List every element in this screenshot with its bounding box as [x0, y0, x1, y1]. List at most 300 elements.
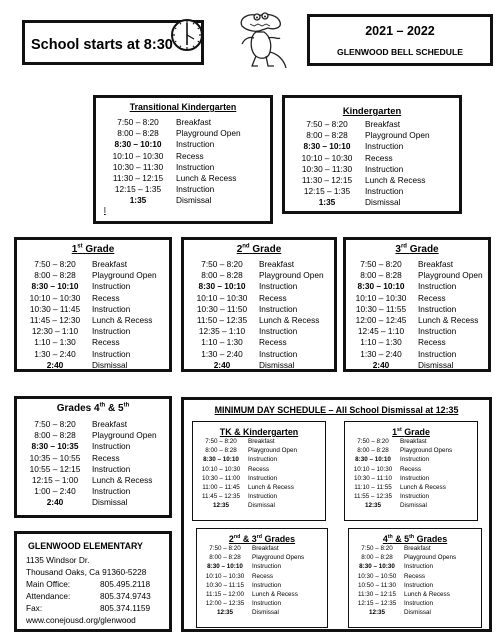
- schedule-time: 8:00 – 8:28: [209, 554, 241, 562]
- schedule-row: [96, 151, 270, 162]
- schedule-row: [193, 437, 325, 446]
- schedule-row: [184, 270, 334, 281]
- schedule-row: [96, 162, 270, 173]
- schedule-time: 12:35 – 1:10: [198, 326, 246, 337]
- schedule-row: [345, 501, 477, 510]
- schedule-activity: Lunch & Recess: [252, 590, 298, 598]
- schedule-time: 10:30 – 10:50: [357, 572, 397, 580]
- schedule-activity: Recess: [92, 452, 120, 463]
- schedule-time: 7:50 – 8:20: [201, 259, 243, 269]
- schedule-activity: Recess: [176, 150, 204, 161]
- year-header-box: [307, 14, 493, 66]
- schedule-row: [345, 492, 477, 501]
- schedule-activity: Instruction: [400, 474, 430, 482]
- schedule-time: 10:10 – 10:30: [355, 292, 407, 303]
- schedule-time: 8:00 – 8:28: [117, 128, 159, 139]
- schedule-time: 7:50 – 8:20: [34, 419, 76, 429]
- schedule-row: [345, 483, 477, 492]
- schedule-activity: Instruction: [404, 600, 434, 608]
- schedule-time: 8:30 – 10:35: [31, 441, 79, 452]
- schedule-time: 12:00 – 12:35: [205, 600, 245, 608]
- schedule-row: [346, 281, 488, 292]
- schedule-time: 10:30 – 11:50: [196, 303, 248, 314]
- schedule-activity: Playground Open: [92, 270, 157, 281]
- address-line-1: 1135 Windsor Dr.: [26, 555, 90, 565]
- schedule-activity: Lunch & Recess: [176, 172, 237, 183]
- schedule-time: 11:30 – 12:15: [357, 590, 397, 598]
- schedule-activity: Dismissal: [365, 197, 401, 208]
- grade-3-rows: [346, 259, 488, 371]
- schedule-time: 7:50 – 8:20: [361, 545, 393, 552]
- schedule-row: [193, 465, 325, 474]
- schedule-time: 8:00 – 8:28: [34, 270, 76, 281]
- schedule-activity: Playground Opens: [404, 554, 457, 562]
- schedule-row: [349, 599, 481, 608]
- schedule-activity: Playground Open: [418, 270, 483, 281]
- schedule-activity: Instruction: [365, 163, 404, 174]
- schedule-row: [96, 184, 270, 195]
- schedule-time: 12:15 – 1:35: [303, 186, 351, 197]
- schedule-row: [193, 474, 325, 483]
- schedule-time: 1:30 – 2:40: [34, 348, 76, 359]
- schedule-activity: Dismissal: [400, 502, 427, 510]
- schedule-activity: Instruction: [252, 563, 282, 571]
- schedule-time: 10:10 – 10:30: [29, 292, 81, 303]
- schedule-row: [349, 581, 481, 590]
- schedule-time: 10:35 – 10:55: [29, 452, 81, 463]
- schedule-time: 11:45 – 12:35: [201, 493, 241, 501]
- schedule-time: 11:00 – 11:45: [202, 483, 240, 491]
- schedule-row: [17, 270, 169, 281]
- schedule-time: 8:30 – 10:10: [207, 563, 243, 571]
- schedule-row: [193, 446, 325, 455]
- schedule-activity: Instruction: [404, 563, 434, 571]
- grades-4-5-rows: [17, 419, 169, 509]
- schedule-row: [346, 293, 488, 304]
- schedule-row: [349, 544, 481, 553]
- schedule-row: [17, 293, 169, 304]
- schedule-time: 2:40: [46, 359, 64, 370]
- schedule-activity: Instruction: [259, 326, 298, 337]
- schedule-time: 8:30 – 10:10: [31, 281, 79, 292]
- schedule-row: [285, 186, 459, 197]
- schedule-time: 8:00 – 8:28: [357, 447, 389, 455]
- tk-schedule: [93, 95, 273, 224]
- schedule-activity: Recess: [418, 337, 446, 348]
- main-office-line: Main Office: 805.495.2118: [26, 579, 151, 589]
- schedule-activity: Instruction: [259, 281, 298, 292]
- minimum-day-title: MINIMUM DAY SCHEDULE – All School Dismissal at 12:35: [214, 405, 459, 415]
- kindergarten-schedule: [282, 95, 462, 214]
- schedule-activity: Instruction: [400, 456, 430, 464]
- schedule-activity: Breakfast: [252, 545, 279, 552]
- schedule-row: [17, 441, 169, 452]
- website-link[interactable]: www.conejousd.org/glenwood: [26, 615, 136, 625]
- schedule-time: 10:50 – 11:30: [357, 581, 397, 589]
- schedule-time: 10:30 – 11:45: [29, 303, 81, 314]
- schedule-row: [197, 581, 327, 590]
- schedule-time: 10:10 – 10:30: [196, 292, 248, 303]
- schedule-activity: Breakfast: [92, 419, 128, 429]
- schedule-time: 1:35: [129, 195, 147, 206]
- schedule-row: [17, 464, 169, 475]
- schedule-activity: Dismissal: [404, 609, 431, 617]
- schedule-row: [96, 173, 270, 184]
- schedule-time: 2:40: [213, 359, 231, 370]
- schedule-row: [17, 337, 169, 348]
- clock-icon: [170, 18, 204, 52]
- schedule-row: [96, 139, 270, 150]
- schedule-activity: Dismissal: [252, 609, 279, 617]
- schedule-row: [285, 130, 459, 141]
- schedule-row: [184, 360, 334, 371]
- min-grades-2-3-schedule: [196, 528, 328, 628]
- schedule-row: [184, 259, 334, 270]
- schedule-time: 7:50 – 8:20: [306, 119, 348, 129]
- schedule-row: [346, 259, 488, 270]
- grade-2-title: 2nd Grade: [236, 243, 282, 255]
- schedule-time: 12:35: [364, 502, 382, 510]
- grade-1-schedule: [14, 237, 172, 372]
- schedule-row: [346, 349, 488, 360]
- schedule-row: [193, 455, 325, 464]
- tk-title: Transitional Kindergarten: [129, 102, 237, 112]
- schedule-time: 1:30 – 2:40: [360, 348, 402, 359]
- schedule-row: [197, 544, 327, 553]
- schedule-time: 8:30 – 10:10: [355, 456, 391, 464]
- min-grade-1-title: 1st Grade: [392, 427, 430, 437]
- schedule-activity: Instruction: [404, 581, 434, 589]
- schedule-time: 10:30 – 11:00: [201, 474, 241, 482]
- schedule-activity: Dismissal: [176, 195, 212, 206]
- schedule-time: 8:30 – 10:30: [359, 563, 395, 571]
- schedule-row: [193, 492, 325, 501]
- schedule-activity: Instruction: [252, 600, 282, 608]
- schedule-activity: Recess: [259, 292, 287, 303]
- schedule-row: [346, 360, 488, 371]
- schedule-row: [17, 259, 169, 270]
- schedule-activity: Instruction: [92, 463, 131, 474]
- schedule-row: [197, 572, 327, 581]
- schedule-activity: Instruction: [418, 281, 457, 292]
- schedule-activity: Playground Opens: [252, 554, 305, 562]
- schedule-activity: Playground Open: [92, 430, 157, 441]
- schedule-activity: Instruction: [252, 581, 282, 589]
- schedule-activity: Instruction: [259, 303, 298, 314]
- schedule-activity: Breakfast: [365, 119, 401, 129]
- schedule-activity: Lunch & Recess: [404, 590, 450, 598]
- schedule-time: 11:30 – 12:15: [112, 172, 164, 183]
- schedule-row: [346, 337, 488, 348]
- schedule-activity: Breakfast: [92, 259, 128, 269]
- schedule-activity: Instruction: [92, 348, 131, 359]
- schedule-time: 12:15 – 12:35: [357, 600, 397, 608]
- schedule-row: [184, 315, 334, 326]
- schedule-activity: Instruction: [248, 456, 278, 464]
- schedule-activity: Lunch & Recess: [418, 314, 479, 325]
- schedule-activity: Dismissal: [259, 359, 295, 370]
- schedule-row: [17, 360, 169, 371]
- schedule-activity: Lunch & Recess: [365, 174, 426, 185]
- schedule-row: [349, 608, 481, 617]
- schedule-time: 11:10 – 11:55: [354, 483, 392, 491]
- schedule-activity: Instruction: [418, 303, 457, 314]
- schedule-time: 8:30 – 10:10: [114, 139, 162, 150]
- schedule-activity: Instruction: [92, 326, 131, 337]
- schedule-activity: Breakfast: [259, 259, 295, 269]
- schedule-row: [184, 337, 334, 348]
- school-contact-box: [14, 531, 172, 632]
- school-name: GLENWOOD ELEMENTARY: [28, 541, 143, 551]
- schedule-time: 10:10 – 10:30: [205, 572, 245, 580]
- schedule-row: [17, 349, 169, 360]
- schedule-activity: Breakfast: [400, 438, 427, 445]
- schedule-row: [285, 153, 459, 164]
- schedule-activity: Playground Open: [176, 128, 241, 139]
- schedule-activity: Lunch & Recess: [259, 314, 320, 325]
- schedule-row: [349, 553, 481, 562]
- schedule-activity: Lunch & Recess: [92, 474, 153, 485]
- schedule-activity: Dismissal: [92, 497, 128, 508]
- schedule-row: [17, 419, 169, 430]
- schedule-row: [17, 326, 169, 337]
- grade-1-title: 1st Grade: [71, 243, 115, 255]
- min-grades-2-3-rows: [197, 544, 327, 618]
- schedule-time: 12:45 – 1:10: [357, 326, 405, 337]
- schedule-time: 8:30 – 10:10: [203, 456, 239, 464]
- min-grades-2-3-title: 2nd & 3rd Grades: [228, 534, 296, 544]
- schedule-time: 1:10 – 1:30: [201, 337, 243, 348]
- schedule-row: [193, 483, 325, 492]
- schedule-row: [17, 497, 169, 508]
- schedule-time: 10:10 – 10:30: [301, 152, 353, 163]
- schedule-time: 10:30 – 11:30: [301, 163, 353, 174]
- schedule-row: [346, 326, 488, 337]
- schedule-time: 11:45 – 12:30: [29, 314, 81, 325]
- grade-3-title: 3rd Grade: [395, 243, 439, 255]
- schedule-row: [346, 304, 488, 315]
- schedule-time: 8:00 – 8:28: [34, 430, 76, 441]
- schedule-time: 11:55 – 12:35: [353, 493, 393, 501]
- schedule-activity: Instruction: [418, 348, 457, 359]
- schedule-activity: Instruction: [418, 326, 457, 337]
- min-grade-1-schedule: [344, 421, 478, 521]
- schedule-time: 10:30 – 11:15: [205, 581, 245, 589]
- schedule-activity: Instruction: [400, 493, 430, 501]
- schedule-time: 8:00 – 8:28: [360, 270, 402, 281]
- schedule-activity: Instruction: [176, 139, 215, 150]
- schedule-time: 10:30 – 11:55: [355, 303, 407, 314]
- schedule-activity: Breakfast: [248, 438, 275, 445]
- minimum-day-schedule: [181, 397, 492, 632]
- schedule-time: 11:50 – 12:35: [196, 314, 248, 325]
- schedule-row: [349, 572, 481, 581]
- min-grades-4-5-rows: [349, 544, 481, 618]
- schedule-row: [197, 562, 327, 571]
- schedule-time: 12:35: [368, 609, 386, 617]
- schedule-time: 10:10 – 10:30: [201, 465, 241, 473]
- schedule-activity: Dismissal: [418, 359, 454, 370]
- schedule-time: 12:30 – 1:10: [31, 326, 79, 337]
- schedule-row: [349, 590, 481, 599]
- grade-2-rows: [184, 259, 334, 371]
- schedule-row: [345, 455, 477, 464]
- schedule-activity: Recess: [252, 572, 273, 580]
- schedule-row: [184, 326, 334, 337]
- schedule-activity: Instruction: [248, 493, 278, 501]
- attendance-line: Attendance: 805.374.9743: [26, 591, 151, 601]
- bell-schedule-title: GLENWOOD BELL SCHEDULE: [337, 47, 463, 57]
- schedule-time: 7:50 – 8:20: [360, 259, 402, 269]
- schedule-activity: Instruction: [248, 474, 278, 482]
- schedule-activity: Recess: [404, 572, 425, 580]
- schedule-time: 8:30 – 10:10: [357, 281, 405, 292]
- schedule-activity: Lunch & Recess: [92, 314, 153, 325]
- schedule-time: 7:50 – 8:20: [209, 545, 241, 552]
- school-start-label: School starts at 8:30: [31, 37, 173, 53]
- schedule-row: [184, 281, 334, 292]
- schedule-time: 1:30 – 2:40: [201, 348, 243, 359]
- schedule-activity: Dismissal: [248, 502, 275, 510]
- schedule-time: 8:30 – 10:10: [303, 141, 351, 152]
- schedule-time: 10:55 – 12:15: [29, 463, 81, 474]
- schedule-row: [17, 304, 169, 315]
- min-tk-k-schedule: [192, 421, 326, 521]
- schedule-activity: Instruction: [365, 186, 404, 197]
- schedule-activity: Recess: [418, 292, 446, 303]
- schedule-time: 12:35: [216, 609, 234, 617]
- schedule-row: [96, 128, 270, 139]
- schedule-row: [17, 475, 169, 486]
- schedule-time: 7:50 – 8:20: [34, 259, 76, 269]
- schedule-row: [184, 293, 334, 304]
- schedule-activity: Lunch & Recess: [248, 483, 294, 491]
- schedule-activity: Recess: [92, 337, 120, 348]
- schedule-row: [285, 175, 459, 186]
- schedule-time: 7:50 – 8:20: [117, 117, 159, 127]
- schedule-row: [285, 164, 459, 175]
- schedule-activity: Breakfast: [176, 117, 212, 127]
- min-grade-1-rows: [345, 437, 477, 511]
- schedule-activity: Instruction: [365, 141, 404, 152]
- grades-4-5-title: Grades 4th & 5th: [56, 402, 130, 414]
- min-grades-4-5-title: 4th & 5th Grades: [382, 534, 448, 544]
- schedule-activity: Playground Open: [248, 447, 298, 455]
- kindergarten-rows: [285, 119, 459, 209]
- schedule-time: 10:30 – 11:10: [353, 474, 393, 482]
- schedule-row: [197, 553, 327, 562]
- schedule-activity: Recess: [92, 292, 120, 303]
- schedule-row: [193, 501, 325, 510]
- schedule-time: 1:10 – 1:30: [360, 337, 402, 348]
- schedule-time: 7:50 – 8:20: [357, 438, 389, 445]
- schedule-activity: Instruction: [92, 281, 131, 292]
- schedule-activity: Playground Open: [259, 270, 324, 281]
- schedule-time: 8:00 – 8:28: [201, 270, 243, 281]
- schedule-time: 1:10 – 1:30: [34, 337, 76, 348]
- schedule-activity: Instruction: [259, 348, 298, 359]
- schedule-row: [17, 453, 169, 464]
- schedule-row: [96, 195, 270, 206]
- schedule-time: 12:15 – 1:00: [31, 474, 79, 485]
- schedule-time: 8:00 – 8:28: [361, 554, 393, 562]
- schedule-time: 7:50 – 8:20: [205, 438, 237, 445]
- schedule-row: [345, 474, 477, 483]
- schedule-row: [285, 119, 459, 130]
- schedule-activity: Instruction: [176, 184, 215, 195]
- schedule-row: [197, 608, 327, 617]
- grade-3-schedule: [343, 237, 491, 372]
- schedule-time: 1:35: [318, 197, 336, 208]
- schedule-activity: Playground Open: [365, 130, 430, 141]
- schedule-row: [285, 141, 459, 152]
- min-tk-k-title: TK & Kindergarten: [219, 427, 299, 437]
- schedule-row: [197, 599, 327, 608]
- schedule-row: [184, 304, 334, 315]
- schedule-row: [17, 281, 169, 292]
- schedule-time: 11:30 – 12:15: [301, 174, 353, 185]
- min-grades-4-5-schedule: [348, 528, 482, 628]
- schedule-time: 1:00 – 2:40: [34, 486, 76, 497]
- schedule-row: [17, 315, 169, 326]
- tk-trailing-mark: l: [104, 206, 106, 215]
- schedule-activity: Instruction: [92, 441, 131, 452]
- tk-rows: [96, 117, 270, 207]
- schedule-activity: Breakfast: [418, 259, 454, 269]
- schedule-time: 8:00 – 8:28: [306, 130, 348, 141]
- schedule-time: 2:40: [46, 497, 64, 508]
- schedule-time: 8:00 – 8:28: [205, 447, 237, 455]
- min-tk-k-rows: [193, 437, 325, 511]
- schedule-activity: Lunch & Recess: [400, 483, 446, 491]
- schedule-activity: Recess: [365, 152, 393, 163]
- address-line-2: Thousand Oaks, Ca 91360-5228: [26, 567, 147, 577]
- schedule-time: 10:10 – 10:30: [353, 465, 393, 473]
- schedule-time: 12:00 – 12:45: [355, 314, 407, 325]
- schedule-row: [345, 437, 477, 446]
- schedule-row: [285, 197, 459, 208]
- school-year: 2021 – 2022: [365, 24, 435, 38]
- schedule-row: [184, 349, 334, 360]
- kindergarten-title: Kindergarten: [342, 105, 402, 116]
- schedule-time: 12:35: [212, 502, 230, 510]
- schedule-time: 10:30 – 11:30: [112, 161, 164, 172]
- gator-mascot-icon: [228, 8, 292, 72]
- schedule-row: [197, 590, 327, 599]
- schedule-row: [346, 270, 488, 281]
- schedule-activity: Recess: [248, 465, 269, 473]
- schedule-activity: Instruction: [92, 486, 131, 497]
- grades-4-5-schedule: [14, 396, 172, 518]
- schedule-time: 10:10 – 10:30: [112, 150, 164, 161]
- grade-2-schedule: [181, 237, 337, 372]
- schedule-activity: Recess: [259, 337, 287, 348]
- schedule-activity: Playground Opens: [400, 447, 453, 455]
- schedule-activity: Dismissal: [92, 359, 128, 370]
- schedule-activity: Recess: [400, 465, 421, 473]
- schedule-row: [345, 446, 477, 455]
- schedule-row: [17, 430, 169, 441]
- schedule-row: [349, 562, 481, 571]
- grade-1-rows: [17, 259, 169, 371]
- schedule-time: 8:30 – 10:10: [198, 281, 246, 292]
- schedule-row: [96, 117, 270, 128]
- schedule-time: 2:40: [372, 359, 390, 370]
- schedule-activity: Instruction: [176, 161, 215, 172]
- schedule-time: 12:15 – 1:35: [114, 184, 162, 195]
- schedule-row: [346, 315, 488, 326]
- fax-line: Fax: 805.374.1159: [26, 603, 151, 613]
